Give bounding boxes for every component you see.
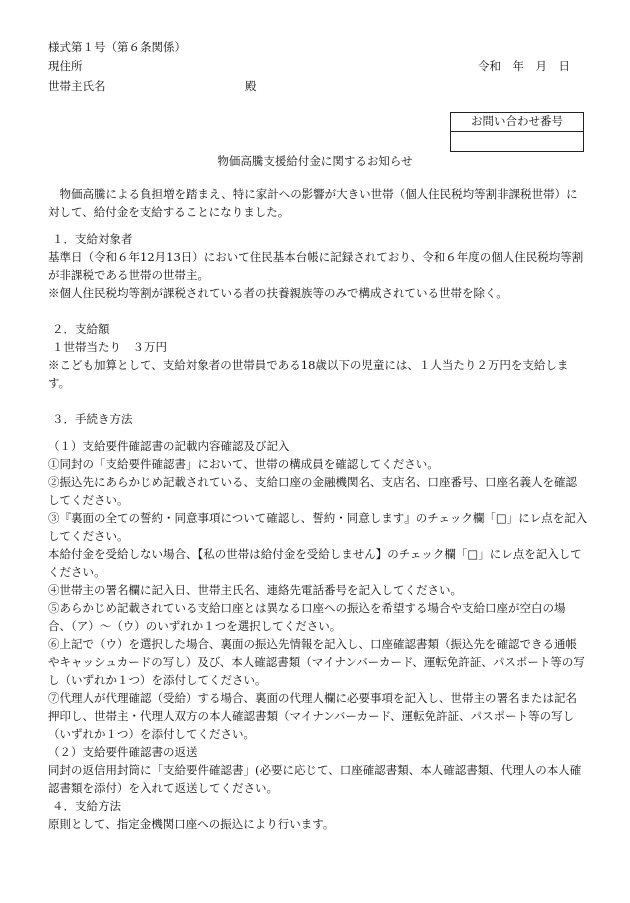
- document-title: 物価高騰支援給付金に関するお知らせ: [217, 154, 413, 168]
- section2-heading: ２．支給額: [52, 322, 110, 336]
- inquiry-number-box: [450, 112, 584, 152]
- honorific: 殿: [245, 79, 257, 93]
- inquiry-number-header: お問い合わせ番号: [451, 113, 583, 132]
- procedure-item: ①同封の「支給要件確認書」において、世帯の構成員を確認してください。: [48, 457, 439, 471]
- section2-note: ※こども加算として、支給対象者の世帯員である18歳以下の児童には、１人当たり２万円を支給します。: [48, 358, 569, 390]
- procedure-item: ④世帯主の署名欄に記入日、世帯主氏名、連絡先電話番号を記入してください。: [48, 583, 462, 597]
- householder-name-label: 世帯主氏名: [48, 79, 106, 93]
- address-label: 現住所: [48, 59, 83, 73]
- section2-amount: １世帯当たり ３万円: [52, 340, 167, 354]
- section3-sub2-heading: （２）支給要件確認書の返送: [48, 745, 198, 759]
- section3-sub2-text: 同封の返信用封筒に「支給要件確認書」(必要に応じて、口座確認書類、本人確認書類、代理人の本人確認書類を添付）を入れて返送してください。: [48, 763, 582, 795]
- procedure-item: ⑤あらかじめ記載されている支給口座とは異なる口座への振込を希望する場合や支給口座が空白の場合、（ア）～（ウ）のいずれか１つを選択してください。: [48, 601, 566, 633]
- date-label: 令和 年 月 日: [478, 59, 570, 73]
- section1-text: 基準日（令和６年12月13日）において住民基本台帳に記録されており、令和６年度の個人住民税均等割が非課税である世帯の世帯主。: [48, 250, 584, 282]
- document-body: [48, 185, 588, 833]
- form-number: 様式第１号（第６条関係）: [48, 40, 186, 54]
- procedure-item: ②振込先にあらかじめ記載されている、支給口座の金融機関名、支店名、口座番号、口座名義人を確認してください。: [48, 475, 577, 507]
- procedure-item: ③『裏面の全ての誓約・同意事項について確認し、誓約・同意します』のチェック欄「□」にレ点を記入してください。: [48, 511, 588, 543]
- section1-note: ※個人住民税均等割が課税されている者の扶養親族等のみで構成されている世帯を除く。: [48, 286, 508, 300]
- procedure-item: ⑦代理人が代理確認（受給）する場合、裏面の代理人欄に必要事項を記入し、世帯主の署名または記名押印し、世帯主・代理人双方の本人確認書類（マイナンバーカード、運転免許証、パスポート等の写し（いずれか１つ）を添付してください。: [48, 691, 577, 741]
- section3-sub1-heading: （１）支給要件確認書の記載内容確認及び記入: [48, 439, 290, 453]
- section4-text: 原則として、指定金機関口座への振込により行います。: [48, 817, 335, 831]
- section1-heading: １．支給対象者: [52, 232, 133, 246]
- procedure-item: ⑥上記で（ウ）を選択した場合、裏面の振込先情報を記入し、口座確認書類（振込先を確認できる通帳やキャッシュカードの写し）及び、本人確認書類（マイナンバーカード、運転免許証、パスポート等の写し（いずれか１つ）を添付してください。: [48, 637, 585, 687]
- intro-paragraph: 物価高騰による負担増を踏まえ、特に家計への影響が大きい世帯（個人住民税均等割非課税世帯）に対して、給付金を支給することになりました。: [48, 187, 578, 219]
- procedure-item: 本給付金を受給しない場合、【私の世帯は給付金を受給しません】のチェック欄「□」にレ点を記入してください。: [48, 547, 582, 579]
- section3-heading: ３．手続き方法: [52, 412, 133, 426]
- section4-heading: ４．支給方法: [52, 799, 121, 813]
